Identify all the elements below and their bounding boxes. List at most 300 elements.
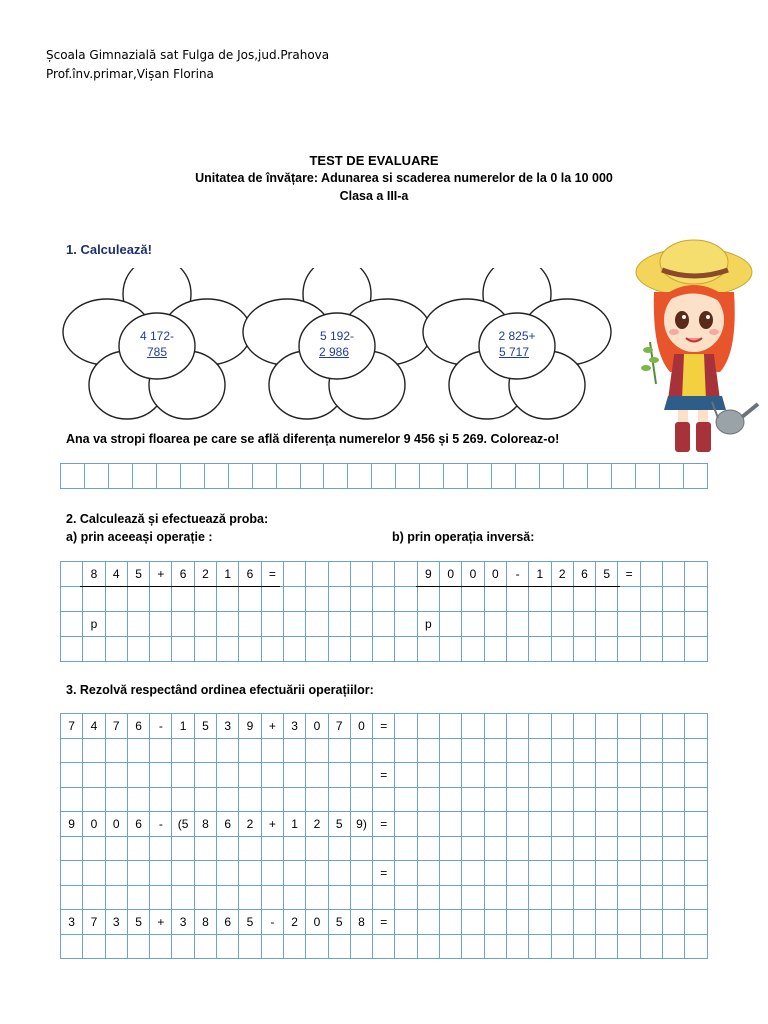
grid-cell[interactable]: 3 [61, 910, 83, 935]
grid-cell[interactable] [150, 787, 172, 812]
grid-cell[interactable] [685, 812, 708, 837]
grid-cell[interactable] [663, 885, 685, 910]
grid-cell[interactable] [150, 861, 172, 886]
grid-cell[interactable]: 5 [328, 812, 350, 837]
answer-cell[interactable] [683, 464, 707, 489]
grid-cell[interactable] [596, 861, 618, 886]
grid-cell[interactable]: 6 [573, 562, 595, 587]
grid-cell[interactable]: 5 [127, 562, 149, 587]
answer-cell[interactable] [540, 464, 564, 489]
grid-cell[interactable] [462, 714, 484, 739]
grid-cell[interactable] [573, 714, 595, 739]
grid-cell[interactable]: = [618, 562, 640, 587]
grid-cell[interactable] [663, 714, 685, 739]
grid-cell[interactable] [306, 836, 328, 861]
grid-cell[interactable]: 9 [61, 812, 83, 837]
grid-cell[interactable] [283, 836, 305, 861]
grid-cell[interactable] [596, 763, 618, 788]
grid-cell[interactable] [172, 885, 194, 910]
answer-cell[interactable] [492, 464, 516, 489]
grid-cell[interactable] [194, 836, 216, 861]
grid-cell[interactable] [440, 763, 462, 788]
grid-cell[interactable]: - [150, 812, 172, 837]
grid-cell[interactable] [350, 562, 372, 587]
grid-cell[interactable] [551, 861, 573, 886]
grid-cell[interactable] [685, 885, 708, 910]
grid-cell[interactable] [573, 738, 595, 763]
grid-cell[interactable]: 2 [239, 812, 261, 837]
grid-cell[interactable] [663, 934, 685, 959]
grid-cell[interactable] [373, 934, 395, 959]
grid-cell[interactable] [529, 812, 551, 837]
grid-cell[interactable] [440, 812, 462, 837]
grid-cell[interactable] [529, 714, 551, 739]
grid-cell[interactable] [484, 910, 506, 935]
grid-cell[interactable] [306, 787, 328, 812]
grid-cell[interactable]: 8 [350, 910, 372, 935]
grid-cell[interactable] [105, 738, 127, 763]
grid-cell[interactable] [506, 861, 528, 886]
grid-cell[interactable] [663, 738, 685, 763]
grid-cell[interactable] [596, 910, 618, 935]
grid-cell[interactable] [150, 738, 172, 763]
grid-cell[interactable]: 0 [105, 812, 127, 837]
grid-cell[interactable] [551, 812, 573, 837]
grid-cell[interactable] [283, 934, 305, 959]
grid-cell[interactable] [172, 738, 194, 763]
grid-cell[interactable] [395, 787, 417, 812]
grid-cell[interactable] [573, 763, 595, 788]
exercise-3-row[interactable] [61, 934, 708, 959]
grid-cell[interactable] [395, 812, 417, 837]
grid-cell[interactable] [551, 738, 573, 763]
grid-cell[interactable] [640, 812, 662, 837]
grid-cell[interactable] [328, 562, 350, 587]
grid-cell[interactable] [417, 812, 439, 837]
grid-cell[interactable] [61, 885, 83, 910]
grid-cell[interactable]: 6 [172, 562, 194, 587]
answer-cell[interactable] [156, 464, 180, 489]
grid-cell[interactable]: 8 [194, 812, 216, 837]
answer-cell[interactable] [108, 464, 132, 489]
grid-cell[interactable] [239, 763, 261, 788]
grid-cell[interactable]: 0 [462, 562, 484, 587]
grid-cell[interactable]: 1 [529, 562, 551, 587]
grid-cell[interactable] [462, 934, 484, 959]
grid-cell[interactable]: 6 [127, 812, 149, 837]
grid-cell[interactable] [596, 934, 618, 959]
grid-cell[interactable] [618, 714, 640, 739]
grid-cell[interactable] [663, 763, 685, 788]
grid-cell[interactable] [506, 738, 528, 763]
grid-cell[interactable]: 3 [283, 714, 305, 739]
grid-cell[interactable] [640, 934, 662, 959]
grid-cell[interactable]: 5 [596, 562, 618, 587]
grid-cell[interactable] [529, 934, 551, 959]
grid-cell[interactable] [529, 738, 551, 763]
exercise-3-row[interactable] [61, 885, 708, 910]
grid-cell[interactable] [328, 787, 350, 812]
grid-cell[interactable] [484, 934, 506, 959]
grid-cell[interactable] [83, 934, 105, 959]
grid-cell[interactable] [373, 885, 395, 910]
grid-cell[interactable] [685, 861, 708, 886]
answer-cell[interactable] [252, 464, 276, 489]
grid-cell[interactable] [194, 738, 216, 763]
grid-cell[interactable]: 9 [417, 562, 439, 587]
answer-cell[interactable] [372, 464, 396, 489]
grid-cell[interactable] [261, 738, 283, 763]
grid-cell[interactable]: 7 [105, 714, 127, 739]
answer-cell[interactable] [228, 464, 252, 489]
grid-cell[interactable] [618, 787, 640, 812]
grid-cell[interactable]: 9) [350, 812, 372, 837]
answer-cell[interactable] [84, 464, 108, 489]
grid-cell[interactable]: + [261, 714, 283, 739]
grid-cell[interactable] [261, 836, 283, 861]
grid-cell[interactable] [573, 885, 595, 910]
grid-cell[interactable] [685, 714, 708, 739]
grid-cell[interactable]: 5 [328, 910, 350, 935]
grid-cell[interactable] [239, 934, 261, 959]
grid-cell[interactable] [83, 885, 105, 910]
grid-cell[interactable] [506, 787, 528, 812]
grid-cell[interactable]: 5 [127, 910, 149, 935]
grid-cell[interactable] [194, 934, 216, 959]
grid-cell[interactable] [640, 885, 662, 910]
grid-cell[interactable] [417, 934, 439, 959]
grid-cell[interactable] [663, 836, 685, 861]
grid-cell[interactable] [462, 910, 484, 935]
grid-cell[interactable] [306, 861, 328, 886]
grid-cell[interactable] [283, 787, 305, 812]
grid-cell[interactable] [506, 812, 528, 837]
grid-cell[interactable]: 0 [306, 714, 328, 739]
grid-cell[interactable] [239, 738, 261, 763]
exercise-3-row[interactable] [61, 861, 708, 886]
grid-cell[interactable] [596, 738, 618, 763]
grid-cell[interactable]: (5 [172, 812, 194, 837]
exercise-3-row[interactable] [61, 910, 708, 935]
grid-cell[interactable] [83, 763, 105, 788]
grid-cell[interactable] [506, 763, 528, 788]
grid-cell[interactable] [618, 836, 640, 861]
grid-cell[interactable]: 0 [440, 562, 462, 587]
grid-cell[interactable] [506, 714, 528, 739]
grid-cell[interactable] [663, 812, 685, 837]
grid-cell[interactable] [440, 861, 462, 886]
grid-cell[interactable]: 5 [194, 714, 216, 739]
grid-cell[interactable] [194, 885, 216, 910]
grid-cell[interactable]: 1 [217, 562, 239, 587]
grid-cell[interactable] [484, 738, 506, 763]
grid-cell[interactable] [663, 861, 685, 886]
grid-cell[interactable] [551, 714, 573, 739]
grid-cell[interactable] [440, 787, 462, 812]
grid-cell[interactable] [83, 836, 105, 861]
answer-cell[interactable] [444, 464, 468, 489]
grid-cell[interactable] [61, 861, 83, 886]
grid-cell[interactable] [417, 861, 439, 886]
grid-cell[interactable] [261, 861, 283, 886]
grid-cell[interactable] [506, 885, 528, 910]
grid-cell[interactable] [462, 812, 484, 837]
grid-cell[interactable] [506, 910, 528, 935]
grid-cell[interactable] [239, 861, 261, 886]
grid-cell[interactable] [83, 787, 105, 812]
grid-cell[interactable] [172, 934, 194, 959]
grid-cell[interactable]: + [150, 910, 172, 935]
grid-cell[interactable] [306, 738, 328, 763]
grid-cell[interactable] [484, 763, 506, 788]
grid-cell[interactable] [551, 934, 573, 959]
grid-cell[interactable] [127, 861, 149, 886]
grid-cell[interactable] [217, 763, 239, 788]
grid-cell[interactable]: 1 [172, 714, 194, 739]
grid-cell[interactable] [127, 763, 149, 788]
grid-cell[interactable] [127, 836, 149, 861]
grid-cell[interactable] [150, 885, 172, 910]
grid-cell[interactable]: + [150, 562, 172, 587]
grid-cell[interactable] [417, 787, 439, 812]
grid-cell[interactable]: - [261, 910, 283, 935]
grid-cell[interactable]: 2 [306, 812, 328, 837]
exercise-2-grid[interactable] [60, 561, 708, 662]
grid-cell[interactable] [328, 763, 350, 788]
grid-cell[interactable] [685, 763, 708, 788]
grid-cell[interactable] [194, 787, 216, 812]
answer-cell[interactable] [611, 464, 635, 489]
grid-cell[interactable] [127, 885, 149, 910]
grid-cell[interactable] [640, 861, 662, 886]
grid-cell[interactable] [61, 934, 83, 959]
answer-cell[interactable] [635, 464, 659, 489]
grid-cell[interactable] [217, 934, 239, 959]
grid-cell[interactable] [685, 787, 708, 812]
answer-cell[interactable] [348, 464, 372, 489]
grid-cell[interactable] [373, 738, 395, 763]
grid-cell[interactable] [261, 885, 283, 910]
grid-cell[interactable] [685, 562, 708, 587]
grid-cell[interactable] [328, 934, 350, 959]
answer-cell[interactable] [468, 464, 492, 489]
grid-cell[interactable] [61, 612, 83, 637]
grid-cell[interactable] [395, 836, 417, 861]
grid-cell[interactable] [417, 714, 439, 739]
grid-cell[interactable] [484, 885, 506, 910]
grid-cell[interactable] [462, 738, 484, 763]
grid-cell[interactable] [640, 910, 662, 935]
grid-cell[interactable] [328, 836, 350, 861]
grid-cell[interactable] [551, 836, 573, 861]
grid-cell[interactable]: 0 [306, 910, 328, 935]
exercise-1-answer-grid[interactable] [60, 463, 708, 489]
grid-cell[interactable] [440, 836, 462, 861]
grid-cell[interactable] [261, 934, 283, 959]
grid-cell[interactable] [506, 934, 528, 959]
grid-cell[interactable] [172, 787, 194, 812]
grid-cell[interactable] [440, 714, 462, 739]
grid-cell[interactable] [350, 763, 372, 788]
grid-cell[interactable] [239, 787, 261, 812]
grid-cell[interactable] [663, 787, 685, 812]
grid-cell[interactable] [440, 738, 462, 763]
grid-cell[interactable] [685, 836, 708, 861]
exercise-3-row[interactable] [61, 763, 708, 788]
grid-cell[interactable] [551, 763, 573, 788]
grid-cell[interactable] [529, 910, 551, 935]
grid-cell[interactable]: 8 [83, 562, 105, 587]
answer-cell[interactable] [300, 464, 324, 489]
grid-cell[interactable] [685, 934, 708, 959]
grid-cell[interactable]: = [261, 562, 283, 587]
grid-cell[interactable] [685, 738, 708, 763]
grid-cell[interactable]: 6 [217, 910, 239, 935]
grid-cell[interactable] [618, 885, 640, 910]
grid-cell[interactable] [529, 763, 551, 788]
exercise-3-grid[interactable] [60, 713, 708, 959]
grid-cell[interactable] [395, 885, 417, 910]
grid-cell[interactable] [640, 738, 662, 763]
grid-cell[interactable] [417, 763, 439, 788]
grid-cell[interactable] [194, 861, 216, 886]
grid-cell[interactable] [283, 885, 305, 910]
grid-cell[interactable] [283, 763, 305, 788]
grid-cell[interactable] [283, 861, 305, 886]
answer-cell[interactable] [564, 464, 588, 489]
grid-cell[interactable] [596, 885, 618, 910]
grid-cell[interactable] [551, 910, 573, 935]
grid-cell[interactable] [573, 861, 595, 886]
grid-cell[interactable] [172, 836, 194, 861]
grid-cell[interactable] [105, 861, 127, 886]
grid-cell[interactable] [350, 861, 372, 886]
grid-cell[interactable] [328, 738, 350, 763]
answer-cell[interactable] [132, 464, 156, 489]
grid-cell[interactable] [328, 885, 350, 910]
grid-cell[interactable] [127, 787, 149, 812]
answer-cell[interactable] [61, 464, 85, 489]
grid-cell[interactable] [462, 787, 484, 812]
grid-cell[interactable] [440, 910, 462, 935]
grid-cell[interactable] [150, 763, 172, 788]
grid-cell[interactable] [261, 787, 283, 812]
grid-cell[interactable] [172, 861, 194, 886]
grid-cell[interactable] [306, 763, 328, 788]
grid-cell[interactable] [83, 738, 105, 763]
grid-cell[interactable]: = [373, 714, 395, 739]
exercise-3-row[interactable] [61, 714, 708, 739]
grid-cell[interactable] [150, 836, 172, 861]
grid-cell[interactable] [462, 861, 484, 886]
grid-cell[interactable] [350, 787, 372, 812]
grid-cell[interactable]: = [373, 861, 395, 886]
grid-cell[interactable] [395, 738, 417, 763]
grid-cell[interactable] [395, 562, 417, 587]
grid-cell[interactable] [350, 836, 372, 861]
answer-cell[interactable] [204, 464, 228, 489]
answer-cell[interactable] [180, 464, 204, 489]
grid-cell[interactable] [395, 861, 417, 886]
exercise-3-row[interactable] [61, 738, 708, 763]
grid-cell[interactable] [596, 836, 618, 861]
grid-cell[interactable] [105, 787, 127, 812]
grid-cell[interactable]: 3 [217, 714, 239, 739]
grid-cell[interactable] [83, 861, 105, 886]
grid-cell[interactable] [417, 885, 439, 910]
grid-cell[interactable] [573, 787, 595, 812]
grid-cell[interactable] [640, 836, 662, 861]
grid-cell[interactable]: 7 [61, 714, 83, 739]
grid-cell[interactable] [283, 738, 305, 763]
grid-cell[interactable] [417, 836, 439, 861]
grid-cell[interactable] [640, 787, 662, 812]
grid-cell[interactable] [306, 885, 328, 910]
grid-cell[interactable] [462, 836, 484, 861]
grid-cell[interactable]: + [261, 812, 283, 837]
grid-cell[interactable] [217, 787, 239, 812]
grid-cell[interactable]: - [506, 562, 528, 587]
grid-cell[interactable] [127, 934, 149, 959]
grid-cell[interactable] [484, 787, 506, 812]
grid-cell[interactable] [618, 763, 640, 788]
grid-cell[interactable] [484, 812, 506, 837]
grid-cell[interactable] [373, 562, 395, 587]
grid-cell[interactable]: 4 [105, 562, 127, 587]
grid-cell[interactable] [596, 787, 618, 812]
answer-cell[interactable] [420, 464, 444, 489]
grid-cell[interactable] [618, 934, 640, 959]
grid-cell[interactable] [61, 738, 83, 763]
grid-cell[interactable] [417, 738, 439, 763]
grid-cell[interactable]: 7 [328, 714, 350, 739]
grid-cell[interactable] [350, 934, 372, 959]
grid-cell[interactable]: = [373, 910, 395, 935]
grid-cell[interactable] [685, 910, 708, 935]
grid-cell[interactable] [61, 787, 83, 812]
grid-cell[interactable]: 8 [194, 910, 216, 935]
grid-cell[interactable] [306, 562, 328, 587]
grid-cell[interactable]: 6 [217, 812, 239, 837]
grid-cell[interactable]: 2 [283, 910, 305, 935]
grid-cell[interactable] [440, 934, 462, 959]
grid-cell[interactable] [551, 787, 573, 812]
grid-cell[interactable] [61, 562, 83, 587]
exercise-3-row[interactable] [61, 836, 708, 861]
grid-cell[interactable]: 2 [194, 562, 216, 587]
grid-cell[interactable]: 5 [239, 910, 261, 935]
grid-cell[interactable] [283, 562, 305, 587]
grid-cell[interactable] [150, 934, 172, 959]
grid-cell[interactable] [172, 763, 194, 788]
grid-cell[interactable] [306, 934, 328, 959]
grid-cell[interactable] [529, 885, 551, 910]
grid-cell[interactable] [61, 836, 83, 861]
grid-cell[interactable] [395, 934, 417, 959]
grid-cell[interactable] [261, 763, 283, 788]
grid-cell[interactable] [618, 738, 640, 763]
grid-cell[interactable] [640, 562, 662, 587]
grid-cell[interactable] [61, 763, 83, 788]
grid-cell[interactable] [640, 763, 662, 788]
grid-cell[interactable] [596, 812, 618, 837]
grid-cell[interactable]: 0 [484, 562, 506, 587]
answer-cell[interactable] [587, 464, 611, 489]
grid-cell[interactable]: 4 [83, 714, 105, 739]
grid-cell[interactable] [395, 763, 417, 788]
grid-cell[interactable]: 6 [239, 562, 261, 587]
grid-cell[interactable] [663, 910, 685, 935]
